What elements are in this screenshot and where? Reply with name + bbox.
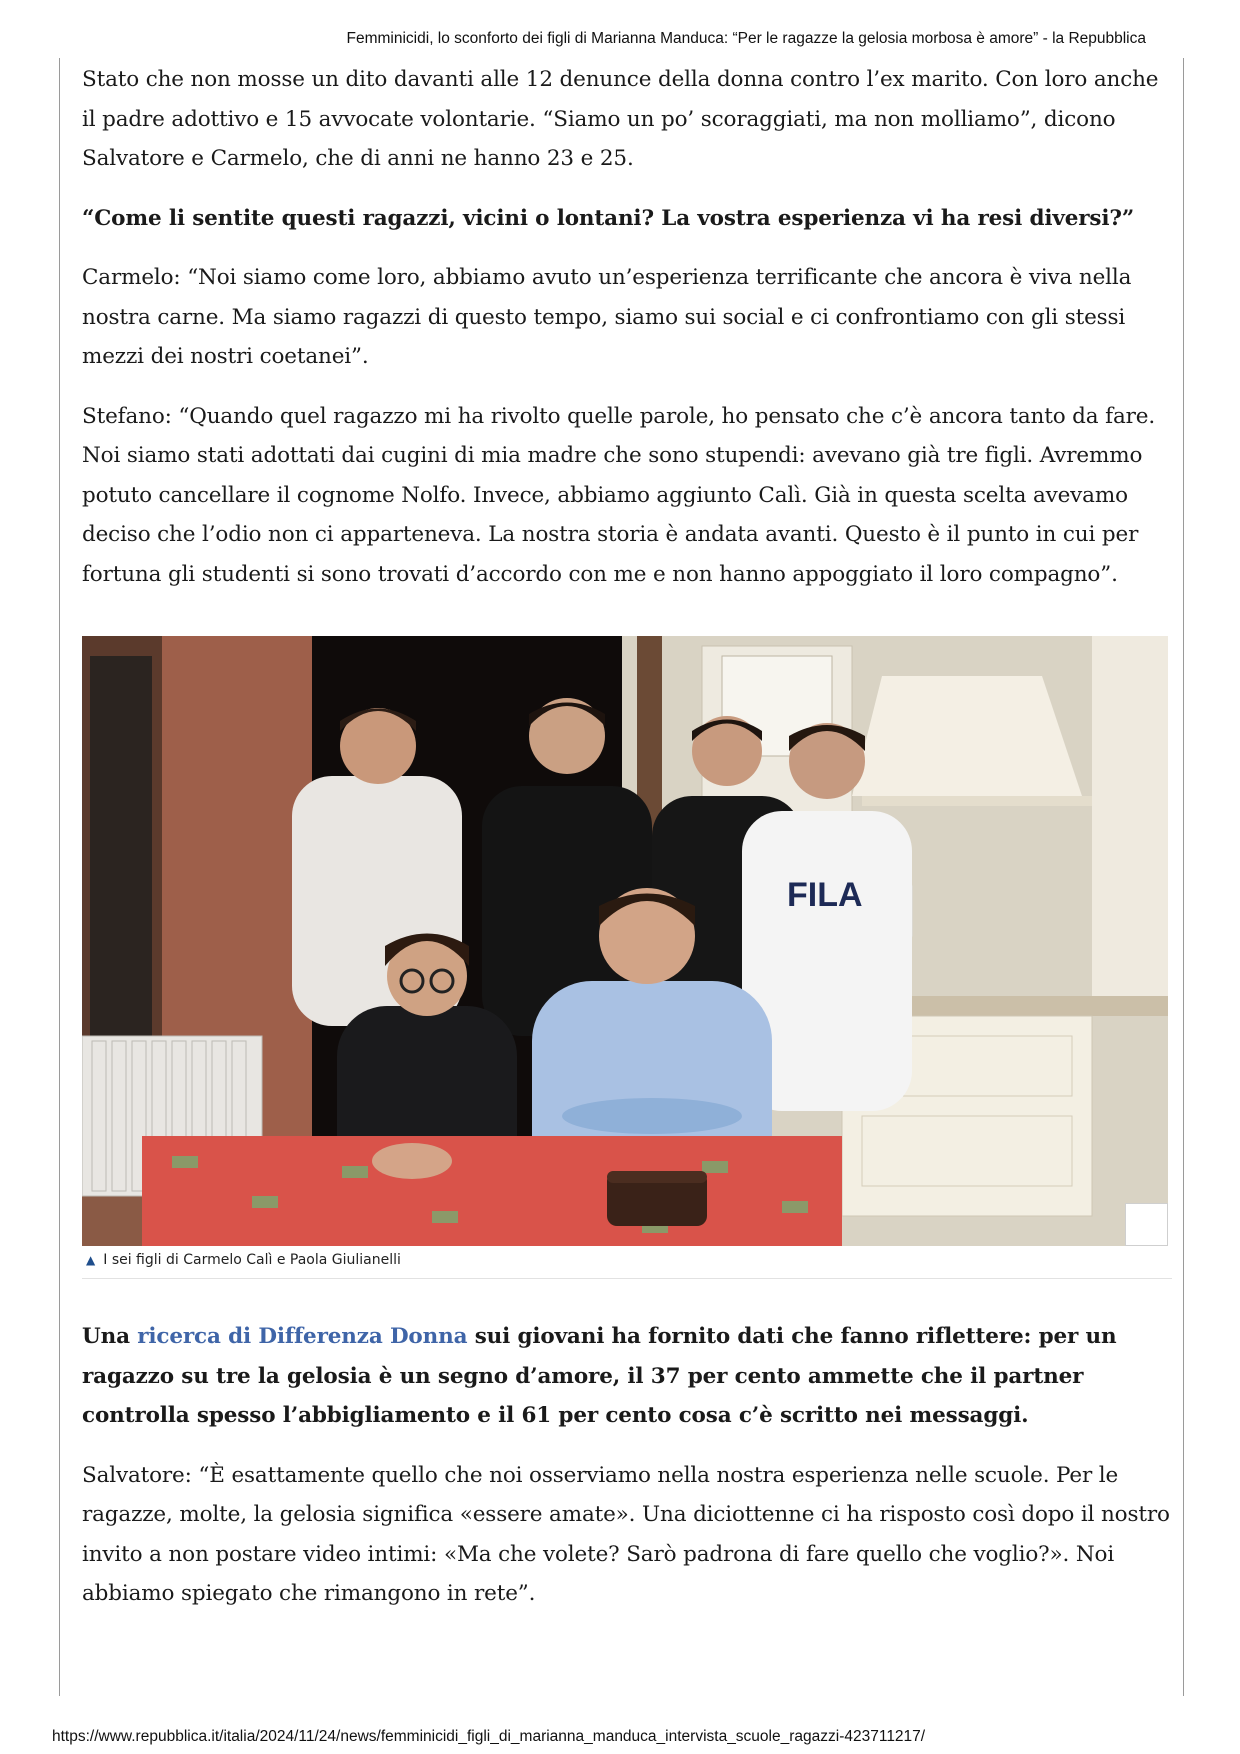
question-2-rest: sui giovani ha fornito dati che fanno riflettere: per un ragazzo su tre la gelosia è un segno d’amore, il 37 per cento ammette che il partner controlla spesso l’abbigliamento e il 61 per cento cosa c’è scritto nei messaggi. — [82, 1324, 1117, 1428]
family-photo[interactable] — [82, 636, 1168, 1246]
caption-triangle-icon: ▲ — [86, 1253, 96, 1267]
expand-photo-button[interactable] — [1125, 1203, 1168, 1246]
question-heading-1: “Come li sentite questi ragazzi, vicini o lontani? La vostra esperienza vi ha resi diversi?” — [82, 205, 1135, 231]
photo-caption — [82, 1246, 1172, 1279]
question-heading-2 — [82, 1317, 1172, 1436]
paragraph-salvatore: Salvatore: “È esattamente quello che noi osserviamo nella nostra esperienza nelle scuole. Per le ragazze, molte, la gelosia significa «essere amate». Una diciottenne ci ha risposto così dopo il nostro invito a non postare video intimi: «Ma che volete? Sarò padrona di fare quello che voglio?». Noi abbiamo spiegato che rimangono in rete”. — [82, 1462, 1170, 1606]
family-photo-illustration — [82, 636, 1168, 1246]
paragraph-carmelo: Carmelo: “Noi siamo come loro, abbiamo avuto un’esperienza terrificante che ancora è viva nella nostra carne. Ma siamo ragazzi di questo tempo, siamo sui social e ci confrontiamo con gli stessi mezzi dei nostri coetanei”. — [82, 265, 1132, 369]
left-margin-rule — [59, 58, 60, 1696]
question-2-start: Una — [82, 1324, 138, 1349]
caption-text: I sei figli di Carmelo Calì e Paola Giulianelli — [103, 1252, 401, 1268]
article-body — [82, 60, 1172, 1634]
print-header-title: Femminicidi, lo sconforto dei figli di Marianna Manduca: “Per le ragazze la gelosia morbosa è amore” - la Repubblica — [346, 30, 1146, 47]
print-footer-url: https://www.repubblica.it/italia/2024/11/24/news/femminicidi_figli_di_marianna_manduca_intervista_scuole_ragazzi-423711217/ — [52, 1728, 926, 1745]
fila-logo-text: FILA — [787, 876, 863, 914]
paragraph-intro: Stato che non mosse un dito davanti alle 12 denunce della donna contro l’ex marito. Con loro anche il padre adottivo e 15 avvocate volontarie. “Siamo un po’ scoraggiati, ma non molliamo”, dicono Salvatore e Carmelo, che di anni ne hanno 23 e 25. — [82, 67, 1159, 171]
article-figure — [82, 636, 1172, 1279]
differenza-donna-link[interactable]: ricerca di Differenza Donna — [137, 1324, 468, 1349]
right-margin-rule — [1183, 58, 1184, 1696]
paragraph-stefano: Stefano: “Quando quel ragazzo mi ha rivolto quelle parole, ho pensato che c’è ancora tanto da fare. Noi siamo stati adottati dai cugini di mia madre che sono stupendi: avevano già tre figli. Avremmo potuto cancellare il cognome Nolfo. Invece, abbiamo aggiunto Calì. Già in questa scelta avevamo deciso che l’odio non ci apparteneva. La nostra storia è andata avanti. Questo è il punto in cui per fortuna gli studenti si sono trovati d’accordo con me e non hanno appoggiato il loro compagno”. — [82, 403, 1156, 587]
